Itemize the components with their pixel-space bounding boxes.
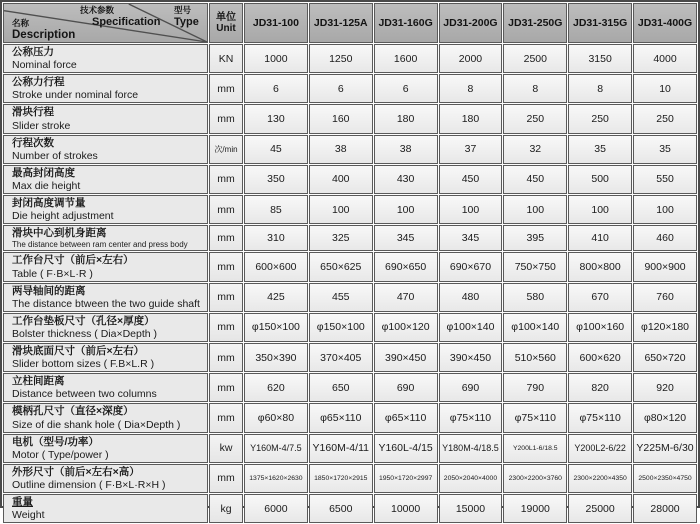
spec-row xyxy=(3,313,697,342)
value-cell: 395 xyxy=(503,225,567,251)
unit-cell: mm xyxy=(209,74,243,103)
description-cell xyxy=(3,403,208,432)
spec-row xyxy=(3,283,697,312)
unit-cell: mm xyxy=(209,165,243,194)
unit-cell: mm xyxy=(209,403,243,432)
value-cell: Y200L1-6/18.5 xyxy=(503,434,567,463)
unit-cell: mm xyxy=(209,195,243,224)
description-zh: 滑块中心到机身距离 xyxy=(12,227,107,240)
value-cell: 450 xyxy=(503,165,567,194)
value-cell: 450 xyxy=(439,165,503,194)
spec-row xyxy=(3,494,697,523)
unit-cell: mm xyxy=(209,373,243,402)
value-cell: 550 xyxy=(633,165,697,194)
value-cell: 690 xyxy=(439,373,503,402)
value-cell: 19000 xyxy=(503,494,567,523)
spec-row xyxy=(3,403,697,432)
spec-row xyxy=(3,252,697,281)
corner-header-cell xyxy=(3,3,208,43)
unit-cell: kg xyxy=(209,494,243,523)
value-cell: 35 xyxy=(568,135,632,164)
value-cell: 160 xyxy=(309,104,373,133)
model-column-header: JD31-400G xyxy=(633,3,697,43)
value-cell: 100 xyxy=(439,195,503,224)
value-cell: 820 xyxy=(568,373,632,402)
value-cell: φ60×80 xyxy=(244,403,308,432)
unit-header-zh: 单位 xyxy=(216,11,236,23)
description-cell xyxy=(3,313,208,342)
value-cell: 6000 xyxy=(244,494,308,523)
value-cell: 410 xyxy=(568,225,632,251)
spec-row xyxy=(3,373,697,402)
unit-cell: mm xyxy=(209,283,243,312)
description-zh: 电机（型号/功率） xyxy=(12,435,99,448)
value-cell: 345 xyxy=(374,225,438,251)
value-cell: 2050×2040×4000 xyxy=(439,464,503,493)
value-cell: Y225M-6/30 xyxy=(633,434,697,463)
description-cell xyxy=(3,434,208,463)
value-cell: φ100×160 xyxy=(568,313,632,342)
spec-row xyxy=(3,343,697,372)
unit-cell: KN xyxy=(209,44,243,73)
value-cell: 2500 xyxy=(503,44,567,73)
value-cell: 790 xyxy=(503,373,567,402)
value-cell: 690×650 xyxy=(374,252,438,281)
value-cell: Y160M-4/7.5 xyxy=(244,434,308,463)
description-cell xyxy=(3,165,208,194)
unit-cell: mm xyxy=(209,104,243,133)
model-column-header: JD31-160G xyxy=(374,3,438,43)
description-en: The distance btween the two guide shaft xyxy=(12,297,200,310)
unit-cell: kw xyxy=(209,434,243,463)
value-cell: 1000 xyxy=(244,44,308,73)
value-cell: Y200L2-6/22 xyxy=(568,434,632,463)
value-cell: 900×900 xyxy=(633,252,697,281)
unit-column-header xyxy=(209,3,243,43)
value-cell: φ100×140 xyxy=(503,313,567,342)
description-zh: 滑块行程 xyxy=(12,106,54,119)
value-cell: 45 xyxy=(244,135,308,164)
value-cell: φ75×110 xyxy=(439,403,503,432)
description-en: Stroke under nominal force xyxy=(12,89,139,102)
unit-cell: mm xyxy=(209,225,243,251)
value-cell: φ150×100 xyxy=(309,313,373,342)
description-cell xyxy=(3,74,208,103)
value-cell: 180 xyxy=(374,104,438,133)
value-cell: 650×625 xyxy=(309,252,373,281)
unit-cell: 次/min xyxy=(209,135,243,164)
value-cell: 310 xyxy=(244,225,308,251)
value-cell: 650 xyxy=(309,373,373,402)
value-cell: 6 xyxy=(374,74,438,103)
description-en: Table ( F·B×L·R ) xyxy=(12,267,93,280)
value-cell: 2300×2200×3760 xyxy=(503,464,567,493)
value-cell: 100 xyxy=(633,195,697,224)
value-cell: 800×800 xyxy=(568,252,632,281)
description-en: Slider bottom sizes ( F.B×L.R ) xyxy=(12,358,155,371)
value-cell: 350 xyxy=(244,165,308,194)
description-zh: 立柱间距离 xyxy=(12,375,65,388)
description-cell xyxy=(3,135,208,164)
value-cell: 620 xyxy=(244,373,308,402)
description-en: Bolster thickness ( Dia×Depth ) xyxy=(12,327,158,340)
value-cell: 430 xyxy=(374,165,438,194)
description-en: Die height adjustment xyxy=(12,210,114,223)
value-cell: 38 xyxy=(374,135,438,164)
spec-row xyxy=(3,165,697,194)
description-cell xyxy=(3,494,208,523)
value-cell: 600×600 xyxy=(244,252,308,281)
value-cell: 100 xyxy=(374,195,438,224)
spec-row xyxy=(3,225,697,251)
value-cell: 3150 xyxy=(568,44,632,73)
value-cell: 325 xyxy=(309,225,373,251)
value-cell: 470 xyxy=(374,283,438,312)
value-cell: 1600 xyxy=(374,44,438,73)
description-zh: 工作台尺寸（前后×左右） xyxy=(12,254,134,267)
value-cell: 390×450 xyxy=(374,343,438,372)
description-en: Size of die shank hole ( Dia×Depth ) xyxy=(12,418,181,431)
value-cell: 38 xyxy=(309,135,373,164)
value-cell: 10 xyxy=(633,74,697,103)
value-cell: 4000 xyxy=(633,44,697,73)
value-cell: 37 xyxy=(439,135,503,164)
model-column-header: JD31-200G xyxy=(439,3,503,43)
value-cell: 10000 xyxy=(374,494,438,523)
spec-row xyxy=(3,74,697,103)
value-cell: 510×560 xyxy=(503,343,567,372)
value-cell: φ75×110 xyxy=(568,403,632,432)
value-cell: φ120×180 xyxy=(633,313,697,342)
value-cell: 6500 xyxy=(309,494,373,523)
model-column-header: JD31-125A xyxy=(309,3,373,43)
model-column-header: JD31-315G xyxy=(568,3,632,43)
value-cell: 760 xyxy=(633,283,697,312)
value-cell: 500 xyxy=(568,165,632,194)
header-row xyxy=(3,3,697,43)
value-cell: φ100×120 xyxy=(374,313,438,342)
description-en: Max die height xyxy=(12,179,81,192)
description-en: Distance between two columns xyxy=(12,388,157,401)
value-cell: Y160L-4/15 xyxy=(374,434,438,463)
value-cell: φ65×110 xyxy=(309,403,373,432)
value-cell: 650×720 xyxy=(633,343,697,372)
value-cell: 1250 xyxy=(309,44,373,73)
value-cell: 350×390 xyxy=(244,343,308,372)
value-cell: φ65×110 xyxy=(374,403,438,432)
value-cell: 370×405 xyxy=(309,343,373,372)
description-zh: 重量 xyxy=(12,495,33,508)
description-en: Outline dimension ( F·B×L·R×H ) xyxy=(12,478,166,491)
description-en: Number of strokes xyxy=(12,149,98,162)
value-cell: 920 xyxy=(633,373,697,402)
value-cell: 690 xyxy=(374,373,438,402)
value-cell: 6 xyxy=(244,74,308,103)
spec-row xyxy=(3,135,697,164)
description-zh: 工作台垫板尺寸（孔径×厚度） xyxy=(12,314,155,327)
description-en: Slider stroke xyxy=(12,119,71,132)
value-cell: 250 xyxy=(568,104,632,133)
description-zh: 外形尺寸（前后×左右×高） xyxy=(12,465,140,478)
description-zh: 公称力行程 xyxy=(12,76,65,89)
spec-row xyxy=(3,104,697,133)
value-cell: 28000 xyxy=(633,494,697,523)
description-cell xyxy=(3,283,208,312)
value-cell: 85 xyxy=(244,195,308,224)
value-cell: 1850×1720×2915 xyxy=(309,464,373,493)
unit-cell: mm xyxy=(209,313,243,342)
value-cell: 8 xyxy=(439,74,503,103)
unit-cell: mm xyxy=(209,464,243,493)
value-cell: 250 xyxy=(633,104,697,133)
value-cell: 6 xyxy=(309,74,373,103)
value-cell: 25000 xyxy=(568,494,632,523)
value-cell: 130 xyxy=(244,104,308,133)
value-cell: 2500×2350×4750 xyxy=(633,464,697,493)
description-cell xyxy=(3,225,208,251)
value-cell: φ75×110 xyxy=(503,403,567,432)
value-cell: 750×750 xyxy=(503,252,567,281)
value-cell: φ80×120 xyxy=(633,403,697,432)
description-cell xyxy=(3,464,208,493)
value-cell: 345 xyxy=(439,225,503,251)
value-cell: 580 xyxy=(503,283,567,312)
description-cell xyxy=(3,195,208,224)
value-cell: 390×450 xyxy=(439,343,503,372)
description-cell xyxy=(3,104,208,133)
value-cell: 1950×1720×2997 xyxy=(374,464,438,493)
value-cell: 15000 xyxy=(439,494,503,523)
description-en: Motor ( Type/power ) xyxy=(12,448,109,461)
value-cell: 100 xyxy=(503,195,567,224)
value-cell: 32 xyxy=(503,135,567,164)
corner-spec-label-zh: 技术参数 xyxy=(80,5,115,15)
value-cell: 460 xyxy=(633,225,697,251)
model-column-header: JD31-100 xyxy=(244,3,308,43)
value-cell: 400 xyxy=(309,165,373,194)
description-zh: 两导轴间的距离 xyxy=(12,284,86,297)
corner-type-label-zh: 型号 xyxy=(174,5,192,15)
value-cell: Y160M-4/11 xyxy=(309,434,373,463)
value-cell: 455 xyxy=(309,283,373,312)
description-zh: 最高封闭高度 xyxy=(12,166,75,179)
value-cell: Y180M-4/18.5 xyxy=(439,434,503,463)
description-zh: 模柄孔尺寸（直径×深度） xyxy=(12,405,134,418)
unit-cell: mm xyxy=(209,343,243,372)
value-cell: 8 xyxy=(503,74,567,103)
description-cell xyxy=(3,44,208,73)
corner-name-label-en: Description xyxy=(12,29,76,41)
description-zh: 封闭高度调节量 xyxy=(12,196,86,209)
spec-table xyxy=(2,2,698,524)
corner-spec-label-en: Specification xyxy=(92,16,161,28)
value-cell: φ100×140 xyxy=(439,313,503,342)
value-cell: 425 xyxy=(244,283,308,312)
description-zh: 滑块底面尺寸（前后×左右） xyxy=(12,345,145,357)
value-cell: 35 xyxy=(633,135,697,164)
description-zh: 公称压力 xyxy=(12,46,54,58)
model-column-header: JD31-250G xyxy=(503,3,567,43)
description-cell xyxy=(3,373,208,402)
description-zh: 行程次数 xyxy=(12,136,54,149)
value-cell: 100 xyxy=(309,195,373,224)
description-en: Nominal force xyxy=(12,59,77,72)
value-cell: 670 xyxy=(568,283,632,312)
spec-row xyxy=(3,464,697,493)
description-cell xyxy=(3,252,208,281)
value-cell: 480 xyxy=(439,283,503,312)
value-cell: 1375×1620×2630 xyxy=(244,464,308,493)
spec-row xyxy=(3,434,697,463)
unit-cell: mm xyxy=(209,252,243,281)
spec-row xyxy=(3,44,697,73)
value-cell: 2300×2200×4350 xyxy=(568,464,632,493)
value-cell: 690×670 xyxy=(439,252,503,281)
spec-row xyxy=(3,195,697,224)
value-cell: φ150×100 xyxy=(244,313,308,342)
description-en: The distance between ram center and press body xyxy=(12,240,188,250)
value-cell: 250 xyxy=(503,104,567,133)
corner-name-label-zh: 名称 xyxy=(12,18,30,28)
description-cell xyxy=(3,343,208,372)
description-en: Weight xyxy=(12,509,45,522)
value-cell: 8 xyxy=(568,74,632,103)
corner-type-label-en: Type xyxy=(174,16,199,28)
value-cell: 600×620 xyxy=(568,343,632,372)
value-cell: 180 xyxy=(439,104,503,133)
value-cell: 2000 xyxy=(439,44,503,73)
value-cell: 100 xyxy=(568,195,632,224)
unit-header-en: Unit xyxy=(216,23,236,34)
